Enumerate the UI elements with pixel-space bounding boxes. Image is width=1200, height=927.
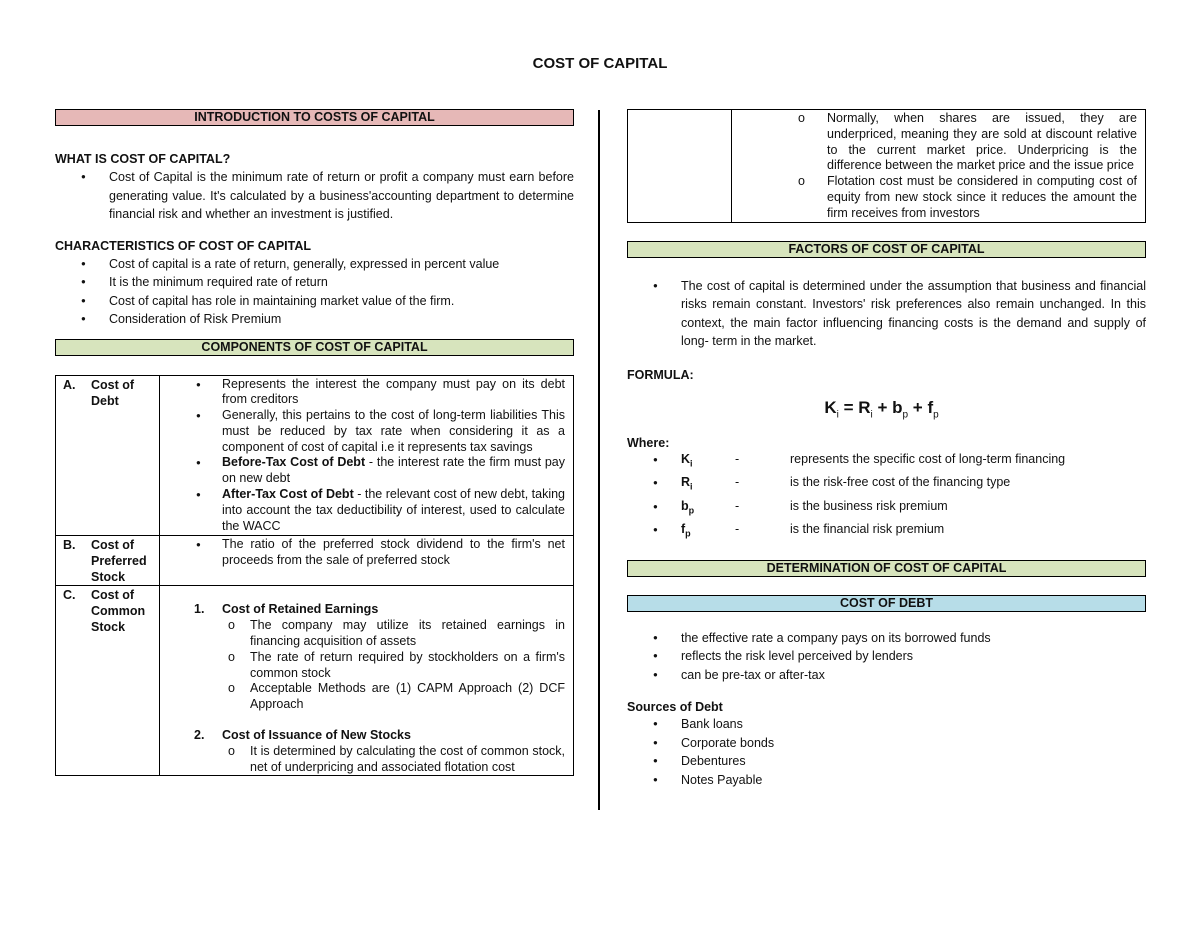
column-divider [598,110,600,810]
formula-subscript: p [933,408,939,420]
formula-operator: = [838,397,859,417]
list-item: ● Cost of capital has role in maintaining market value of the firm. [55,292,574,311]
right-column [627,109,1146,789]
sources-heading: Sources of Debt [627,700,723,715]
term-bold: Before-Tax Cost of Debt [222,455,366,470]
table-row [56,536,574,586]
list-item: o Normally, when shares are issued, they are underpriced, meaning they are sold at discount relative to the current market price. Underpricing is the difference between the market price and the issue price [732,111,1137,174]
where-subscript: p [685,528,691,539]
what-list [55,168,574,224]
term-bold: After-Tax Cost of Debt [222,487,354,502]
number: 2. [194,728,205,743]
formula [617,398,1146,420]
formula-operator: + [908,397,928,417]
list-item [627,520,1146,544]
list-item [627,473,1146,497]
table-row [56,586,574,776]
where-symbol: b [681,498,689,513]
list-item [160,455,565,487]
where-subscript: i [690,481,693,492]
table-cell [732,110,1146,223]
table-cell [56,375,160,536]
characteristics-heading: CHARACTERISTICS OF COST OF CAPITAL [55,238,312,253]
numbered-title: Cost of Retained Earnings [222,602,379,617]
table-cell [160,536,574,586]
where-dash: - [735,475,740,490]
list-item: o The company may utilize its retained earnings in financing acquisition of assets [160,618,565,650]
where-dash: - [735,522,740,537]
numbered-heading [160,602,573,618]
list-item: o The rate of return required by stockholders on a firm's common stock [160,650,565,682]
list-item: ● Cost of capital is a rate of return, generally, expressed in percent value [55,255,574,274]
factors-banner: FACTORS OF COST OF CAPITAL [627,241,1146,258]
components-table-continued [627,109,1146,223]
row-label: Cost of Debt [91,377,135,408]
list-item: ● reflects the risk level perceived by lenders [627,647,1146,666]
list-item: ● Debentures [627,752,1146,771]
where-symbol: f [681,522,686,537]
cost-of-debt-banner: COST OF DEBT [627,595,1146,612]
formula-symbol: f [927,397,934,417]
list-item [627,450,1146,474]
formula-subscript: p [902,408,909,420]
term-text: - the relevant cost of new debt, taking into account the tax deductibility of interest, used to calculate the WACC [222,487,565,533]
table-row [628,110,1146,223]
list-item: ● Consideration of Risk Premium [55,310,574,329]
list-item: ● Cost of Capital is the minimum rate of return or profit a company must earn before generating value. It's calculated by a business'accounting department to determine financial risk and whether an investment is justified. [55,168,574,224]
cost-of-debt-list [627,629,1146,685]
sources-list [627,715,1146,789]
row-label: Cost of Common Stock [91,588,146,635]
characteristics-list [55,255,574,329]
list-item: ● The cost of capital is determined under the assumption that business and financial risks remain constant. Investors' risk preferences also remain unchanged. In this context, the main factor influencing financing costs is the demand and supply of long- term in the market. [627,277,1146,351]
number: 1. [194,602,205,617]
term-text: - the interest rate the firm must pay on new debt [222,455,566,486]
where-description: is the risk-free cost of the financing type [790,475,1011,490]
formula-subscript: i [836,408,839,420]
list-item: ● Represents the interest the company must pay on its debt from creditors [160,377,565,409]
where-description: represents the specific cost of long-term financing [790,451,1066,466]
intro-banner: INTRODUCTION TO COSTS OF CAPITAL [55,109,574,126]
where-subscript: i [690,458,693,469]
determination-banner: DETERMINATION OF COST OF CAPITAL [627,560,1146,577]
row-letter: A. [63,377,76,392]
list-item: ● Notes Payable [627,771,1146,790]
page-title: COST OF CAPITAL [532,55,668,72]
list-item: o Flotation cost must be considered in computing cost of equity from new stock since it reduces the amount the firm receives from investors [732,174,1137,221]
list-item: ● the effective rate a company pays on its borrowed funds [627,629,1146,648]
table-cell [160,586,574,776]
list-item: ● Bank loans [627,715,1146,734]
list-item [627,497,1146,521]
components-banner: COMPONENTS OF COST OF CAPITAL [55,339,574,356]
numbered-heading [160,728,573,744]
formula-subscript: i [870,408,873,420]
factors-list [627,277,1146,351]
where-symbol: R [681,475,691,490]
components-table [55,375,574,777]
list-item [160,487,565,534]
list-item: ● can be pre-tax or after-tax [627,666,1146,685]
list-item: o Acceptable Methods are (1) CAPM Approach (2) DCF Approach [160,681,565,713]
formula-symbol: b [892,397,903,417]
where-dash: - [735,498,740,513]
table-row [56,375,574,536]
where-list [627,450,1146,544]
row-letter: B. [63,538,76,553]
formula-label: FORMULA: [627,367,694,382]
list-item: ● Corporate bonds [627,734,1146,753]
formula-symbol: K [824,397,837,417]
table-cell [56,536,160,586]
list-item: ● It is the minimum required rate of return [55,273,574,292]
formula-operator: + [872,397,893,417]
list-item: o It is determined by calculating the cost of common stock, net of underpricing and associated flotation cost [160,744,565,776]
formula-symbol: R [858,397,871,417]
list-item: ● Generally, this pertains to the cost of long-term liabilities This must be reduced by tax rate when considering it as a component of cost of capital i.e it represents tax savings [160,408,565,455]
table-cell [628,110,732,223]
numbered-title: Cost of Issuance of New Stocks [222,728,411,743]
list-item: ● The ratio of the preferred stock dividend to the firm's net proceeds from the sale of preferred stock [160,537,565,569]
row-label: Cost of Preferred Stock [91,538,147,585]
row-letter: C. [63,588,76,603]
where-label: Where: [627,435,670,450]
table-cell [56,586,160,776]
what-heading: WHAT IS COST OF CAPITAL? [55,152,231,166]
where-dash: - [735,451,740,466]
where-description: is the business risk premium [790,498,948,513]
where-symbol: K [681,451,691,466]
left-column [55,109,574,776]
where-subscript: p [688,505,695,516]
table-cell [160,375,574,536]
where-description: is the financial risk premium [790,522,945,537]
